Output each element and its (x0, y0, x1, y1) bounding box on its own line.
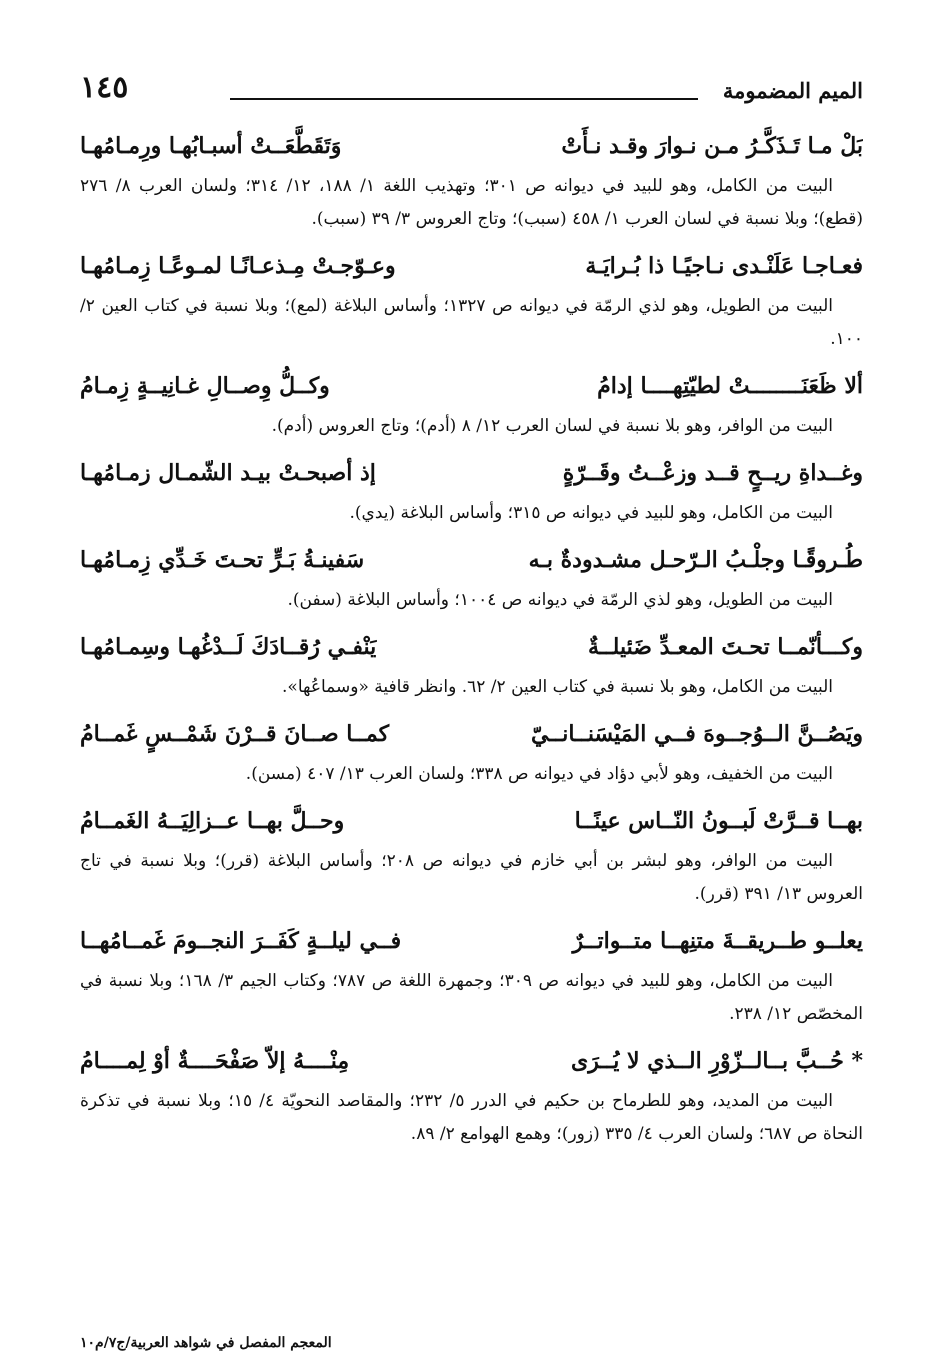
verse-first-hemistich: ألا ظَعَنَــــــــتْ لطيّتِهــــا إدامُ (597, 373, 863, 399)
verse (80, 122, 863, 170)
verse-note: البيت من الكامل، وهو للبيد في ديوانه ص ٣٠١؛ وتهذيب اللغة ١/ ١٨٨، ١٢/ ٣١٤؛ ولسان العرب ٨/ ٢٧٦ (قطع)؛ وبلا نسبة في لسان العرب ١/ ٤٥٨ (سبب)؛ وتاج العروس ٣/ ٣٩ (سبب). (80, 176, 863, 229)
verse (80, 623, 863, 671)
verse-first-hemistich: طُـروقًـا وجلْـبُ الـرّحـل مشـدودةٌ بـه (528, 547, 863, 573)
verse-second-hemistich: كمــا صــانَ قــرْنَ شَمْــسٍ غَمــامُ (80, 721, 390, 747)
verse-note: البيت من الكامل، وهو للبيد في ديوانه ص ٣٠٩؛ وجمهرة اللغة ص ٧٨٧؛ وكتاب الجيم ٣/ ١٦٨؛ وبلا نسبة في المخصّص ١٢/ ٢٣٨. (80, 971, 863, 1024)
entry (80, 536, 863, 617)
entry (80, 710, 863, 791)
verse-first-hemistich: ويَصُــنَّ الــوُجــوهَ فــي المَيْسَنــانــيّ (530, 721, 863, 747)
verse-first-hemistich: فعـاجـا عَلَنْـدى نـاجيًـا ذا بُـرايَـة (585, 253, 863, 279)
verse-second-hemistich: وعـوّجـتْ مِـذعـانًـا لمـوعًـا زِمـامُهـا (80, 253, 396, 279)
entries (80, 122, 863, 1157)
entry (80, 242, 863, 356)
verse-second-hemistich: مِنْــــهُ إلاّ صَفْحَــــةٌ أوْ لِمــــامُ (80, 1048, 350, 1074)
verse-second-hemistich: فــي ليلــةٍ كَفَــرَ النجــومَ غَمــامُهــا (80, 928, 402, 954)
page-footer: المعجم المفصل في شواهد العربية/ج٧/م١٠ (80, 1335, 332, 1351)
verse (80, 1037, 863, 1085)
page-header (80, 70, 863, 110)
verse-note: البيت من الطويل، وهو لذي الرمّة في ديوانه ص ١٣٢٧؛ وأساس البلاغة (لمع)؛ وبلا نسبة في كتاب العين ٢/ ١٠٠. (80, 296, 863, 349)
verse-note: البيت من الوافر، وهو بلا نسبة في لسان العرب ١٢/ ٨ (أدم)؛ وتاج العروس (أدم). (271, 416, 833, 436)
verse (80, 710, 863, 758)
verse-second-hemistich: إذ أصبحـتْ بيـد الشّمـال زمـامُهـا (80, 460, 376, 486)
verse-second-hemistich: سَفينـةُ بَـرٍّ تحـتَ خَـدِّي زِمـامُهـا (80, 547, 365, 573)
verse-note: البيت من الوافر، وهو لبشر بن أبي خازم في ديوانه ص ٢٠٨؛ وأساس البلاغة (قرر)؛ وبلا نسبة في تاج العروس ١٣/ ٣٩١ (قرر). (80, 851, 863, 904)
verse-note: البيت من الخفيف، وهو لأبي دؤاد في ديوانه ص ٣٣٨؛ ولسان العرب ١٣/ ٤٠٧ (مسن). (245, 764, 833, 784)
verse-first-hemistich: وكـــأنّمــا تحـتَ المعـدِّ ضَئيلــةٌ (588, 634, 863, 660)
verse-first-hemistich: بَلْ مـا تَـذَكَّـرُ مـن نـوارَ وقـد نـأَتْ (561, 133, 863, 159)
verse-first-hemistich: بهــا قــرَّتْ لَبــونُ النّــاس عينًــا (574, 808, 863, 834)
entry (80, 122, 863, 236)
verse (80, 449, 863, 497)
header-rule (230, 98, 698, 100)
verse-note: البيت من الكامل، وهو للبيد في ديوانه ص ٣١٥؛ وأساس البلاغة (يدي). (349, 503, 833, 523)
verse (80, 242, 863, 290)
entry (80, 362, 863, 443)
entry (80, 449, 863, 530)
verse (80, 917, 863, 965)
running-title: الميم المضمومة (722, 78, 863, 103)
entry (80, 1037, 863, 1151)
verse-note: البيت من الطويل، وهو لذي الرمّة في ديوانه ص ١٠٠٤؛ وأساس البلاغة (سفن). (287, 590, 833, 610)
entry (80, 797, 863, 911)
page-number: ١٤٥ (80, 70, 129, 105)
verse-second-hemistich: وحــلَّ بهــا عــزالِيَــهُ الغَمــامُ (80, 808, 345, 834)
verse (80, 797, 863, 845)
entry (80, 623, 863, 704)
verse-first-hemistich: * حُــبَّ بــالــزّوْرِ الــذي لا يُــرَى (571, 1048, 863, 1074)
verse-second-hemistich: وكــلُّ وِصــالِ غـانِيــةٍ زِمـامُ (80, 373, 330, 399)
verse (80, 536, 863, 584)
entry (80, 917, 863, 1031)
verse-first-hemistich: يعلــو طــريقــةَ متنِهــا متــواتــرٌ (572, 928, 863, 954)
verse-note: البيت من المديد، وهو للطرماح بن حكيم في الدرر ٥/ ٢٣٢؛ والمقاصد النحويّة ٤/ ١٥؛ وبلا نسبة في تذكرة النحاة ص ٦٨٧؛ ولسان العرب ٤/ ٣٣٥ (زور)؛ وهمع الهوامع ٢/ ٨٩. (80, 1091, 863, 1144)
verse-note: البيت من الكامل، وهو بلا نسبة في كتاب العين ٢/ ٦٢. وانظر قافية «وسماعُها». (282, 677, 833, 697)
verse (80, 362, 863, 410)
verse-first-hemistich: وغــداةِ ريــحٍ قــد وزعْــتُ وقَــرّةٍ (562, 460, 863, 486)
verse-second-hemistich: يَنْفـي رُقــادَكَ لَــدْغُهـا وسِمـامُهـا (80, 634, 377, 660)
verse-second-hemistich: وَتَقَطَّعَــتْ أسبـابُهـا ورِمـامُهـا (80, 133, 342, 159)
